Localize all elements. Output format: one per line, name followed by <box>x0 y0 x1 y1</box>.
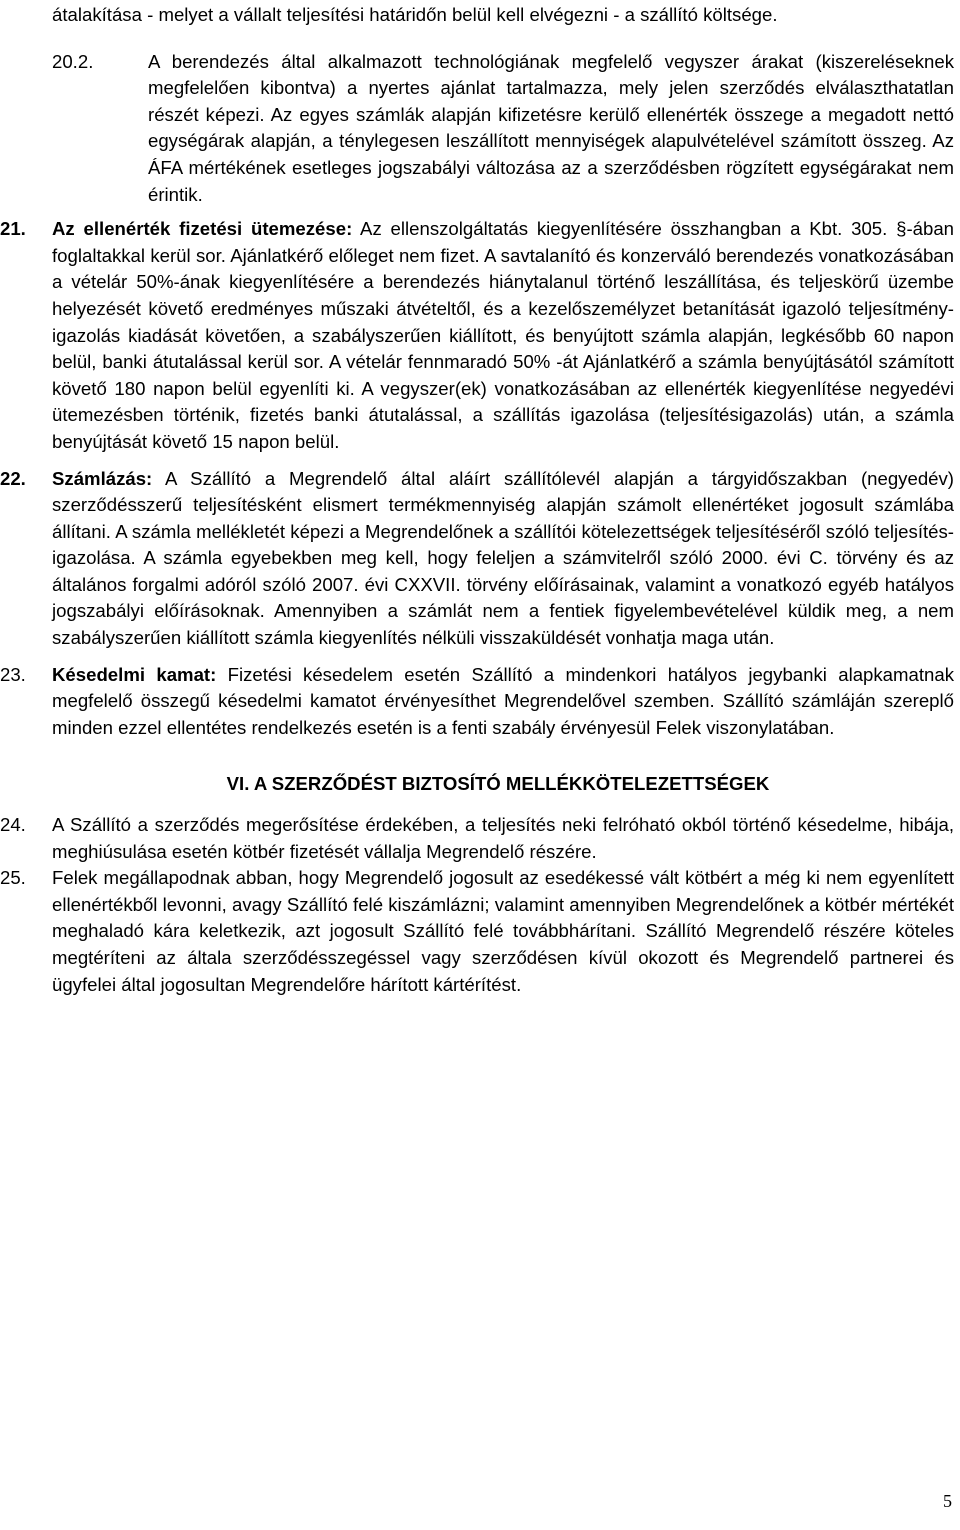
section-21-number: 21. <box>0 218 26 240</box>
section-22 <box>0 466 954 652</box>
section-22-text: A Szállító a Megrendelő által aláírt szállítólevél alapján a tárgyidőszakban (negyedév) szerződésszerű teljesítésként elismert termékmennyiség alapján számolt ellenértéket jogosult számlába állítani. A számla mellékletét képezi a Megrendelőnek a szállítói kötelezettségek teljesítéséről szóló teljesítés-igazolása. A számla egyebekben meg kell, hogy feleljen a számvitelről szóló 2000. évi C. törvény és az általános forgalmi adóról szóló 2007. évi CXXVII. törvény előírásainak, valamint a vonatkozó egyéb hatályos jogszabályi előírásoknak. Amennyiben a számlát nem a fentiek figyelembevételével küldik meg, a nem szabályszerűen kiállított számla kiegyenlítés nélküli visszaküldését vonhatja maga után. <box>52 467 954 649</box>
section-24 <box>0 812 954 865</box>
section-23 <box>0 662 954 742</box>
chapter-heading: VI. A SZERZŐDÉST BIZTOSÍTÓ MELLÉKKÖTELEZETTSÉGEK <box>226 773 770 795</box>
section-22-number: 22. <box>0 467 26 489</box>
section-21-text-2: A savtalanító és konzerváló berendezés vonatkozásában a vételár 50%-ának kiegyenlítésére a berendezés hiánytalanul történő leszállítása, és teljeskörű üzembe helyezését követő eredményes műszaki átvételtől, és a kezelőszemélyzet betanítását igazoló teljesítmény-igazolás kiadását követően, a szabályszerűen kiállított, és benyújtott számla alapján, legkésőbb 60 napon belül, banki átutalással kerül sor. A vételár fennmaradó 50% -át Ajánlatkérő a számla benyújtásától számított követő 180 napon belül egyenlíti ki. A vegyszer(ek) vonatkozásában az ellenérték kiegyenlítése negyedévi ütemezésben történik, fizetés banki átutalással, a szállítás igazolása (teljesítésigazolás) után, a számla benyújtását követő 15 napon belül. <box>52 244 954 452</box>
section-25 <box>0 865 954 998</box>
section-21-text-1: Az ellenszolgáltatás kiegyenlítésére összhangban a Kbt. 305. §-ában foglaltakkal kerül sor. Ajánlatkérő előleget nem fizet. <box>52 218 955 266</box>
section-20-2-text: A berendezés által alkalmazott technológiának megfelelő vegyszer árakat (kiszereléseknek megfelelően kibontva) a nyertes ajánlat tartalmazza, mely jelen szerződés elválaszthatatlan részét képezi. Az egyes számlák alapján kifizetésre kerülő ellenérték összege a megadott nettó egységárak alapján, a ténylegesen leszállított mennyiségek alapulvételével számított összeg. Az ÁFA mértékének esetleges jogszabályi változása az a szerződésben rögzített egységárakat nem érintik. <box>148 50 954 205</box>
section-21-title: Az ellenérték fizetési ütemezése: <box>52 218 353 240</box>
section-24-number: 24. <box>0 814 26 836</box>
section-23-title: Késedelmi kamat: <box>52 663 217 685</box>
section-25-number: 25. <box>0 867 26 889</box>
section-24-text: A Szállító a szerződés megerősítése érdekében, a teljesítés neki felróható okból történő késedelme, hibája, meghiúsulása esetén kötbér fizetését vállalja Megrendelő részére. <box>52 814 954 862</box>
section-22-title: Számlázás: <box>52 467 153 489</box>
section-23-text: Fizetési késedelem esetén Szállító a mindenkori hatályos jegybanki alapkamatnak megfelelő összegű késedelmi kamatot érvényesíthet Megrendelővel szemben. Szállító számláján szereplő minden ezzel ellentétes rendelkezés esetén is a fenti szabály érvényesül Felek viszonylatában. <box>52 663 954 738</box>
section-20-2 <box>52 49 954 209</box>
intro-paragraph: átalakítása - melyet a vállalt teljesítési határidőn belül kell elvégezni - a szállító költsége. <box>52 4 778 25</box>
section-25-text: Felek megállapodnak abban, hogy Megrendelő jogosult az esedékessé vált kötbért a még ki nem egyenlített ellenértékből levonni, avagy Szállító felé kiszámlázni; valamint amennyiben Megrendelőnek a kötbér mértékét meghaladó kára keletkezik, azt jogosult Szállító felé továbbhárítani. Szállító Megrendelő részére köteles megtéríteni az általa szerződésszegéssel vagy szerződésen kívül okozott és Megrendelő partnerei és ügyfelei által jogosultan Megrendelőre hárított kártérítést. <box>52 867 954 995</box>
section-23-number: 23. <box>0 663 26 685</box>
section-20-2-number: 20.2. <box>52 50 94 72</box>
section-21 <box>0 216 955 455</box>
page-number: 5 <box>943 1491 952 1511</box>
